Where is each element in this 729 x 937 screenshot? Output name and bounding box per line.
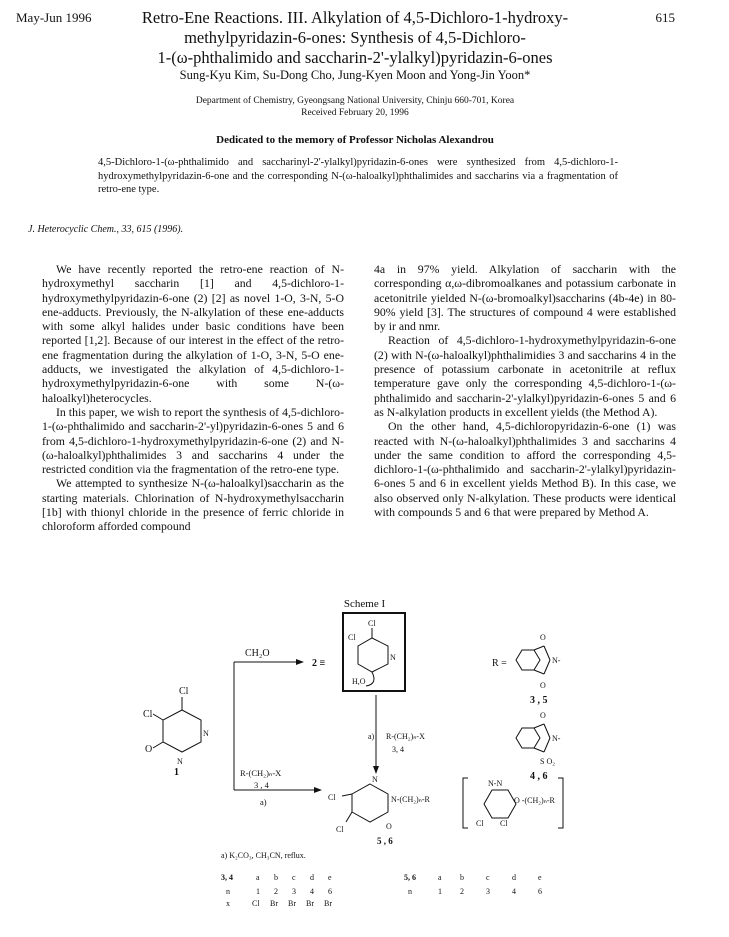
table-cell: b [460, 873, 464, 882]
chloro-label: Cl [143, 709, 153, 720]
table-cell: 2 [460, 887, 464, 896]
reaction-conditions: a) K₂CO₃, CH₃CN, reflux. [221, 851, 306, 860]
paragraph: We have recently reported the retro-ene reaction of N-hydroxymethyl saccharin [1] and 4,5-dichloro-1-hydroxymethylpyridazin-6-one (2) [2] as novel 1-O, 3-N, 5-O ene-adducts. Previously, the N-alkylation of these ene-adducts with some alkyl halides under basic conditions have been reported [1,2]. Because of our interest in the effect of the retro-ene fragmentation during the alkylation of 1-O, 3-N, 5-O ene-adducts, we investigated the alkylation of 4,5-dichloro-1-hydroxymethylpyridazin-6-one with some N-(ω-haloalkyl)heterocycles. [42, 262, 344, 405]
table-cell: e [328, 873, 332, 882]
chloro-label: Cl [368, 619, 376, 628]
arrow-reagent-number: 3, 4 [392, 745, 404, 754]
r-group-label: R = [492, 658, 507, 669]
paragraph: We attempted to synthesize N-(ω-haloalkyl)saccharin as the starting materials. Chlorination of N-hydroxymethylsaccharin [1b] with thionyl chloride in the presence of ferric chloride in chloroform afforded compound [42, 476, 344, 534]
dedication: Dedicated to the memory of Professor Nicholas Alexandrou [216, 134, 494, 146]
table-cell: 5, 6 [404, 873, 416, 882]
arrow-reagent-label: R-(CH₂)ₙ-X [386, 732, 425, 741]
table-cell: c [292, 873, 296, 882]
table-cell: b [274, 873, 278, 882]
nh-label: N [177, 757, 183, 766]
pyridazinone-structure-1 [153, 697, 201, 752]
chloro-label: Cl [336, 825, 344, 834]
arrow-reagent-number: 3 , 4 [254, 780, 269, 790]
oxo-label: O [540, 711, 546, 720]
paragraph: In this paper, we wish to report the synthesis of 4,5-dichloro-1-(ω-phthalimido and saccharin-2'-yl)pyridazin-6-ones 5 and 6 from 4,5-dichloro-1-hydroxymethylpyridazin-6-one (2) and N-(ω-haloalkyl)phthalimides 3 and saccharins 4 under the restricted condition via the fragmentation of the retro-ene type. [42, 404, 344, 477]
received-date: Received February 20, 1996 [301, 108, 409, 118]
table-5-6 [404, 873, 542, 896]
paragraph: 4a in 97% yield. Alkylation of saccharin with the corresponding α,ω-dibromoalkanes and potassium carbonate in acetonitrile yielded N-(ω-bromoalkyl)saccharins (4b-4e) in 80-90% yield [3]. The structures of compound 4 were established by ir and nmr. [374, 262, 676, 334]
citation: J. Heterocyclic Chem., 33, 615 (1996). [28, 224, 184, 235]
body-column-left [42, 262, 344, 534]
table-cell: 4 [512, 887, 516, 896]
saccharin-structure [516, 724, 550, 752]
title-line: 1-(ω-phthalimido and saccharin-2'-ylalkyl)pyridazin-6-ones [157, 48, 553, 67]
table-cell: 6 [538, 887, 542, 896]
r-group-number: 3 , 5 [530, 695, 548, 706]
nitrogen-label: N- [552, 656, 561, 665]
sulfonyl-label: S O₂ [540, 757, 556, 766]
table-cell: 3 [486, 887, 490, 896]
reagent-formaldehyde: CH₂O [245, 648, 270, 659]
table-cell: 3 [292, 887, 296, 896]
table-cell: x [226, 899, 230, 908]
page-number: 615 [655, 10, 675, 25]
table-cell: c [486, 873, 490, 882]
affiliation-line: Department of Chemistry, Gyeongsang National University, Chinju 660-701, Korea [195, 96, 515, 106]
table-cell: 1 [256, 887, 260, 896]
table-cell: 6 [328, 887, 332, 896]
table-cell: a [256, 873, 260, 882]
article-title [120, 8, 590, 68]
table-cell: 4 [310, 887, 314, 896]
nitrogen-label: N-N [488, 779, 503, 788]
chloro-label: Cl [500, 819, 508, 828]
chloro-label: Cl [476, 819, 484, 828]
product-chain-label: N-(CH₂)ₙ-R [391, 795, 430, 804]
chloro-label: Cl [328, 793, 336, 802]
nitrogen-label: N [372, 775, 378, 784]
table-cell: a [438, 873, 442, 882]
compound-number-5-6: 5 , 6 [377, 836, 393, 846]
chloro-label: Cl [179, 686, 189, 697]
table-cell: Cl [252, 899, 260, 908]
arrow-condition-label: a) [368, 732, 375, 741]
table-cell: Br [306, 899, 314, 908]
arrow-head [296, 659, 304, 665]
nitrogen-label: N- [552, 734, 561, 743]
arrow-head [314, 787, 322, 793]
authors: Sung-Kyu Kim, Su-Dong Cho, Jung-Kyen Moon and Yong-Jin Yoon* [179, 68, 531, 82]
oxygen-label: H,O [352, 677, 366, 686]
r-group-number: 4 , 6 [530, 771, 548, 782]
table-cell: d [512, 873, 516, 882]
oxo-label: O [540, 681, 546, 690]
oxo-label: O [540, 633, 546, 642]
table-cell: Br [288, 899, 296, 908]
affiliation [100, 95, 610, 119]
reaction-scheme [0, 610, 729, 937]
paragraph: On the other hand, 4,5-dichloropyridazin-6-one (1) was reacted with N-(ω-haloalkyl)phthalimides 3 and saccharins 4 under the same condition to afford the corresponding 4,5-dichloro-1-(ω-phthalimido and saccharin-2'-ylalkyl)pyridazin-6-ones 5 and 6 in excellent yields Method B). In this case, we also observed only N-alkylation. These products were identical with compounds 5 and 6 that were prepared by Method A. [374, 419, 676, 520]
product-structure-5-6 [342, 784, 388, 822]
abstract: 4,5-Dichloro-1-(ω-phthalimido and saccharinyl-2'-ylalkyl)pyridazin-6-ones were synthesized from 4,5-dichloro-1-hydroxymethylpyridazin-6-one and the corresponding N-(ω-haloalkyl)phthalimides and saccharins via a fragmentation of retro-ene type. [98, 157, 618, 195]
alt-chain-label: O -(CH₂)ₙ-R [514, 796, 555, 805]
paragraph: Reaction of 4,5-dichloro-1-hydroxymethylpyridazin-6-one (2) with N-(ω-haloalkyl)phthalimidies 3 and saccharins 4 in the presence of potassium carbonate in acetonitrile at reflux temperature gave only the corresponding 4,5-dichloro-1-(ω-phthalimido and saccharin-2'-ylalkyl)pyridazin-6-ones 5 and 6 as N-alkylation products in excellent yields (the Method A). [374, 333, 676, 419]
arrow-head [373, 766, 379, 774]
table-cell: n [226, 887, 230, 896]
table-cell: e [538, 873, 542, 882]
oxo-label: O [145, 744, 153, 755]
arrow-condition-label: a) [260, 797, 267, 807]
oxo-label: O [386, 822, 392, 831]
compound-number-1: 1 [174, 767, 179, 778]
chloro-label: Cl [348, 633, 356, 642]
table-cell: 2 [274, 887, 278, 896]
table-cell: Br [324, 899, 332, 908]
equivalence-label: 2 ≡ [312, 658, 326, 669]
title-line: Retro-Ene Reactions. III. Alkylation of 4,5-Dichloro-1-hydroxy- [141, 8, 569, 27]
table-cell: 1 [438, 887, 442, 896]
table-cell: 3, 4 [221, 873, 233, 882]
journal-date: May-Jun 1996 [16, 10, 92, 25]
scheme-title: Scheme I [343, 598, 386, 610]
table-cell: Br [270, 899, 278, 908]
table-3-4 [221, 873, 332, 908]
arrow-reagent-label: R-(CH₂)ₙ-X [240, 768, 282, 778]
body-column-right [374, 262, 676, 519]
nitrogen-label: N [390, 653, 396, 662]
table-cell: n [408, 887, 412, 896]
nitrogen-label: N [203, 729, 209, 738]
title-line: methylpyridazin-6-ones: Synthesis of 4,5-Dichloro- [184, 28, 526, 47]
phthalimido-structure [516, 646, 550, 674]
table-cell: d [310, 873, 314, 882]
